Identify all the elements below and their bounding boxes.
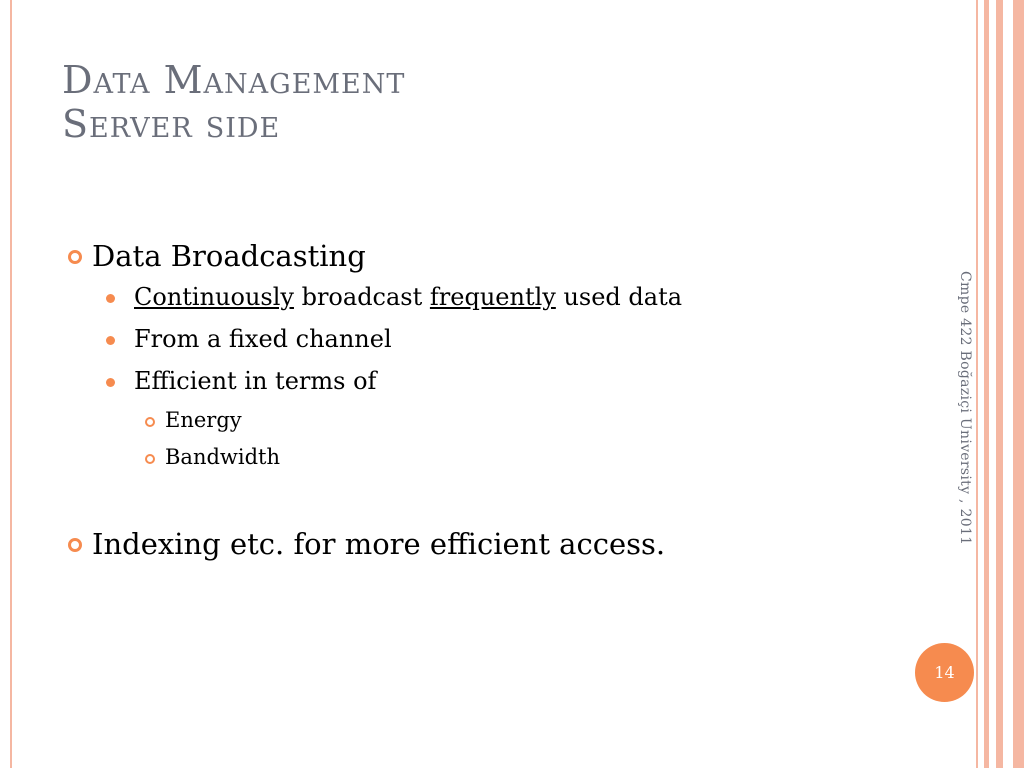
left-border-line bbox=[10, 0, 12, 768]
title-line-1: Data Management bbox=[62, 58, 406, 102]
sub-bullet-text: Efficient in terms of bbox=[134, 367, 377, 395]
dot-bullet-icon bbox=[106, 336, 115, 345]
footer-label: Cmpe 422 Boğaziçi University , 2011 bbox=[957, 271, 973, 546]
small-ring-bullet-icon bbox=[145, 417, 155, 427]
emphasis-continuously: Continuously bbox=[134, 283, 294, 311]
emphasis-frequently: frequently bbox=[429, 283, 556, 311]
bullet-text: Data Broadcasting bbox=[92, 239, 366, 273]
sub-bullet-fixed-channel bbox=[62, 318, 922, 360]
right-border-line-2 bbox=[984, 0, 989, 768]
small-ring-bullet-icon bbox=[145, 454, 155, 464]
sub-sub-bullet-text: Energy bbox=[165, 408, 242, 432]
sub-bullet-continuously bbox=[62, 276, 922, 318]
page-number-badge: 14 bbox=[915, 643, 974, 702]
right-border-line-3 bbox=[996, 0, 1003, 768]
ring-bullet-icon bbox=[68, 250, 82, 264]
footer-vertical-text bbox=[957, 271, 973, 571]
bullet-text: Indexing etc. for more efficient access. bbox=[92, 527, 666, 561]
text-broadcast: broadcast bbox=[293, 283, 430, 311]
ring-bullet-icon bbox=[68, 538, 82, 552]
sub-sub-bullet-energy bbox=[62, 402, 922, 439]
right-border-line-1 bbox=[976, 0, 978, 768]
bullet-data-broadcasting bbox=[62, 236, 922, 276]
title-line-2: Server side bbox=[62, 102, 281, 146]
sub-bullet-efficient bbox=[62, 360, 922, 402]
sub-bullet-text: From a fixed channel bbox=[134, 325, 392, 353]
dot-bullet-icon bbox=[106, 294, 115, 303]
text-used-data: used data bbox=[555, 283, 683, 311]
dot-bullet-icon bbox=[106, 378, 115, 387]
bullet-indexing bbox=[62, 524, 922, 564]
slide-title bbox=[62, 58, 405, 146]
slide-body bbox=[62, 236, 922, 564]
sub-sub-bullet-text: Bandwidth bbox=[165, 445, 281, 469]
right-border-line-4 bbox=[1013, 0, 1024, 768]
sub-sub-bullet-bandwidth bbox=[62, 439, 922, 476]
spacer bbox=[62, 476, 922, 524]
